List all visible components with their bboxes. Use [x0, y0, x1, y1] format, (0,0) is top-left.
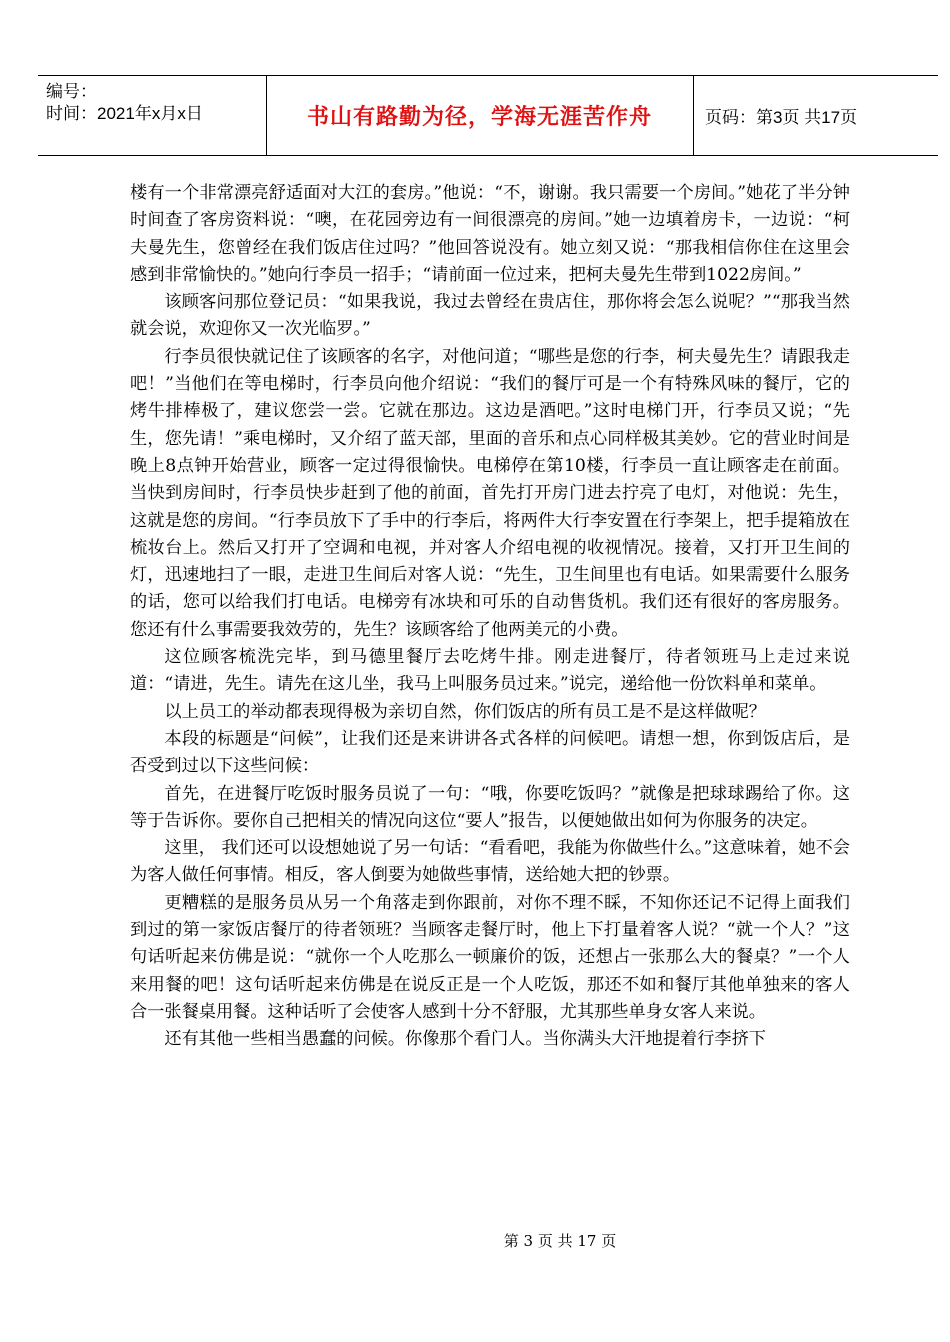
page-footer — [0, 1230, 950, 1251]
body-paragraph: 首先，在进餐厅吃饭时服务员说了一句：“哦，你要吃饭吗？”就像是把球球踢给了你。这等于告诉你。要你自己把相关的情况向这位“要人”报告，以便她做出如何为你服务的决定。 — [130, 783, 850, 831]
body-paragraph: 该顾客问那位登记员：“如果我说，我过去曾经在贵店住，那你将会怎么说呢？”“那我当然就会说，欢迎你又一次光临罗。” — [130, 292, 850, 340]
body-paragraph: 这位顾客梳洗完毕，到马德里餐厅去吃烤牛排。刚走进餐厅，待者领班马上走过来说道：“请进，先生。请先在这儿坐，我马上叫服务员过来。”说完，递给他一份饮料单和菜单。 — [130, 647, 850, 695]
serial-number-label: 编号： — [46, 82, 97, 101]
body-paragraph: 以上员工的举动都表现得极为亲切自然，你们饭店的所有员工是不是这样做呢？ — [164, 701, 766, 722]
page-header — [38, 75, 938, 157]
body-paragraph: 本段的标题是“问候”，让我们还是来讲讲各式各样的问候吧。请想一想，你到饭店后，是否受到过以下这些问候： — [130, 728, 850, 777]
header-page-info: 页码：第3页 共17页 — [705, 107, 858, 127]
header-motto: 书山有路勤为径，学海无涯苦作舟 — [306, 104, 652, 130]
header-divider-right — [693, 75, 694, 156]
body-paragraph: 还有其他一些相当愚蠢的问候。你像那个看门人。当你满头大汗地提着行李挤下 — [164, 1029, 766, 1050]
document-body — [130, 180, 850, 1054]
body-paragraph: 更糟糕的是服务员从另一个角落走到你跟前，对你不理不睬，不知你还记不记得上面我们到过的第一家饭店餐厅的待者领班？当顾客走餐厅时，他上下打量着客人说？“就一个人？”这句话听起来仿佛是说：“就你一个人吃那么一顿廉价的饭，还想占一张那么大的餐桌？”一个人来用餐的吧！这句话听起来仿佛是在说反正是一个人吃饭，那还不如和餐厅其他单独来的客人合一张餐桌用餐。这种话听了会使客人感到十分不舒服，尤其那些单身女客人来说。 — [130, 892, 850, 1022]
footer-page-number: 第 3 页 共 17 页 — [503, 1232, 617, 1250]
body-paragraph: 楼有一个非常漂亮舒适面对大江的套房。”他说：“不，谢谢。我只需要一个房间。”她花了半分钟时间查了客房资料说：“噢，在花园旁边有一间很漂亮的房间。”她一边填着房卡，一边说：“柯夫曼先生，您曾经在我们饭店住过吗？”他回答说没有。她立刻又说：“那我相信你住在这里会感到非常愉快的。”她向行李员一招手；“请前面一位过来，把柯夫曼先生带到1022房间。” — [130, 183, 850, 285]
date-label: 时间：2021年x月x日 — [46, 104, 203, 123]
header-meta — [46, 81, 203, 125]
header-bottom-rule — [38, 155, 938, 156]
body-paragraph: 这里， 我们还可以设想她说了另一句话：“看看吧，我能为你做些什么。”这意味着，她不会为客人做任何事情。相反，客人倒要为她做些事情，送给她大把的钞票。 — [130, 838, 850, 886]
body-paragraph: 行李员很快就记住了该顾客的名字，对他问道；“哪些是您的行李，柯夫曼先生？请跟我走吧！”当他们在等电梯时，行李员向他介绍说：“我们的餐厅可是一个有特殊风味的餐厅，它的烤牛排棒极了，建议您尝一尝。它就在那边。这边是酒吧。”这时电梯门开，行李员又说；“先生，您先请！”乘电梯时，又介绍了蓝天部，里面的音乐和点心同样极其美妙。它的营业时间是晚上8点钟开始营业，顾客一定过得很愉快。电梯停在第10楼，行李员一直让顾客走在前面。当快到房间时，行李员快步赶到了他的前面，首先打开房门进去拧亮了电灯，对他说：先生，这就是您的房间。“行李员放下了手中的行李后，将两件大行李安置在行李架上，把手提箱放在梳妆台上。然后又打开了空调和电视，并对客人介绍电视的收视情况。接着，又打开卫生间的灯，迅速地扫了一眼，走进卫生间后对客人说：“先生，卫生间里也有电话。如果需要什么服务的话，您可以给我们打电话。电梯旁有冰块和可乐的自动售货机。我们还有很好的客房服务。您还有什么事需要我效劳的，先生？该顾客给了他两美元的小费。 — [130, 346, 850, 640]
